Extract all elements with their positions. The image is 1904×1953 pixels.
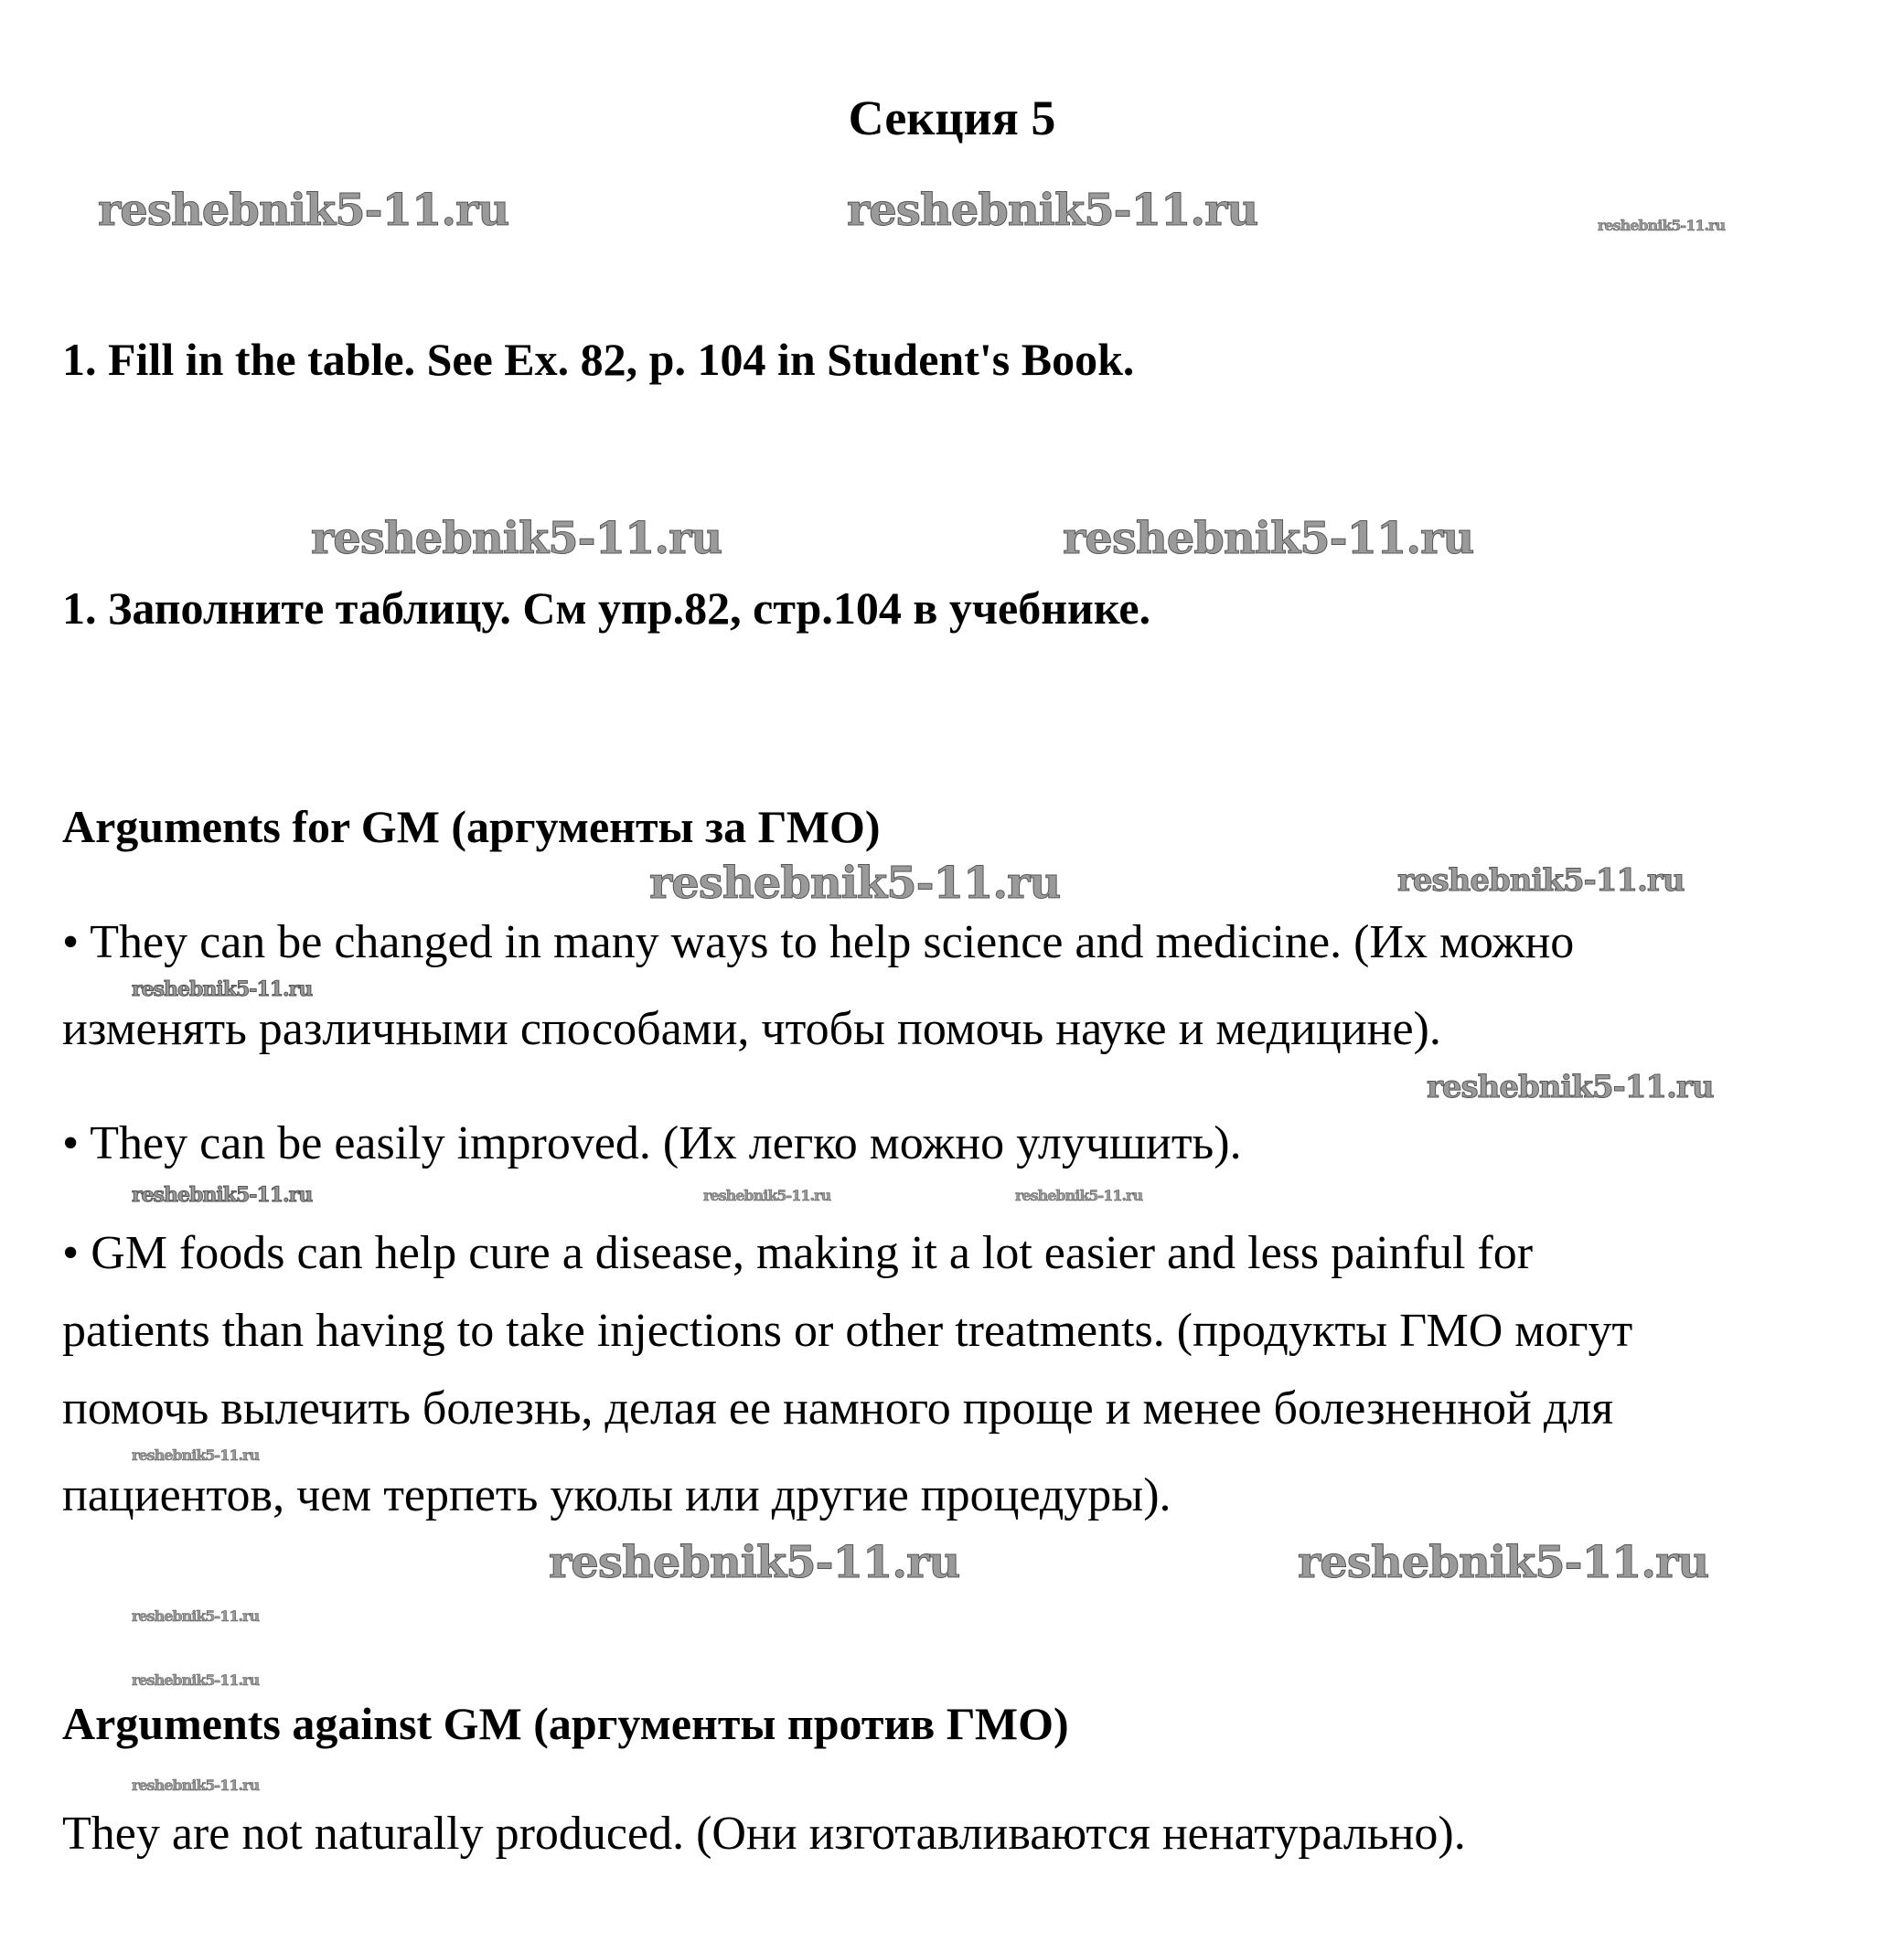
list-item-continuation: пациентов, чем терпеть уколы или другие процедуры). <box>62 1469 1171 1521</box>
list-item: • They can be changed in many ways to help science and medicine. (Их можно <box>62 916 1575 968</box>
watermark: reshebnik5-11.ru <box>1298 1537 1709 1588</box>
page-title: Секция 5 <box>848 91 1056 145</box>
list-item: • GM foods can help cure a disease, making it a lot easier and less painful for <box>62 1227 1534 1279</box>
watermark: reshebnik5-11.ru <box>1427 1069 1714 1105</box>
watermark: reshebnik5-11.ru <box>1598 217 1726 234</box>
watermark: reshebnik5-11.ru <box>549 1537 960 1588</box>
arguments-against-heading: Arguments against GM (аргументы против ГМО) <box>62 1698 1069 1749</box>
watermark: reshebnik5-11.ru <box>649 858 1061 909</box>
watermark: reshebnik5-11.ru <box>703 1187 831 1204</box>
watermark: reshebnik5-11.ru <box>132 1607 260 1625</box>
arguments-for-heading: Arguments for GM (аргументы за ГМО) <box>62 801 881 852</box>
watermark: reshebnik5-11.ru <box>132 1671 260 1689</box>
watermark: reshebnik5-11.ru <box>132 977 313 1001</box>
watermark: reshebnik5-11.ru <box>132 1777 260 1794</box>
watermark: reshebnik5-11.ru <box>1397 862 1685 899</box>
list-item-continuation: изменять различными способами, чтобы помочь науке и медицине). <box>62 1003 1441 1055</box>
list-item: They are not naturally produced. (Они изготавливаются ненатурально). <box>62 1808 1466 1860</box>
watermark: reshebnik5-11.ru <box>98 185 509 236</box>
watermark: reshebnik5-11.ru <box>311 513 722 564</box>
watermark: reshebnik5-11.ru <box>132 1446 260 1464</box>
watermark: reshebnik5-11.ru <box>1063 513 1474 564</box>
task-heading-ru: 1. Заполните таблицу. См упр.82, стр.104 в учебнике. <box>62 582 1151 634</box>
watermark: reshebnik5-11.ru <box>847 185 1258 236</box>
list-item-continuation: patients than having to take injections or other treatments. (продукты ГМО могут <box>62 1305 1633 1357</box>
list-item-continuation: помочь вылечить болезнь, делая ее намного проще и менее болезненной для <box>62 1382 1614 1435</box>
watermark: reshebnik5-11.ru <box>1015 1187 1143 1204</box>
list-item: • They can be easily improved. (Их легко можно улучшить). <box>62 1117 1242 1169</box>
watermark: reshebnik5-11.ru <box>132 1183 313 1207</box>
task-heading-en: 1. Fill in the table. See Ex. 82, p. 104 in Student's Book. <box>62 334 1135 385</box>
